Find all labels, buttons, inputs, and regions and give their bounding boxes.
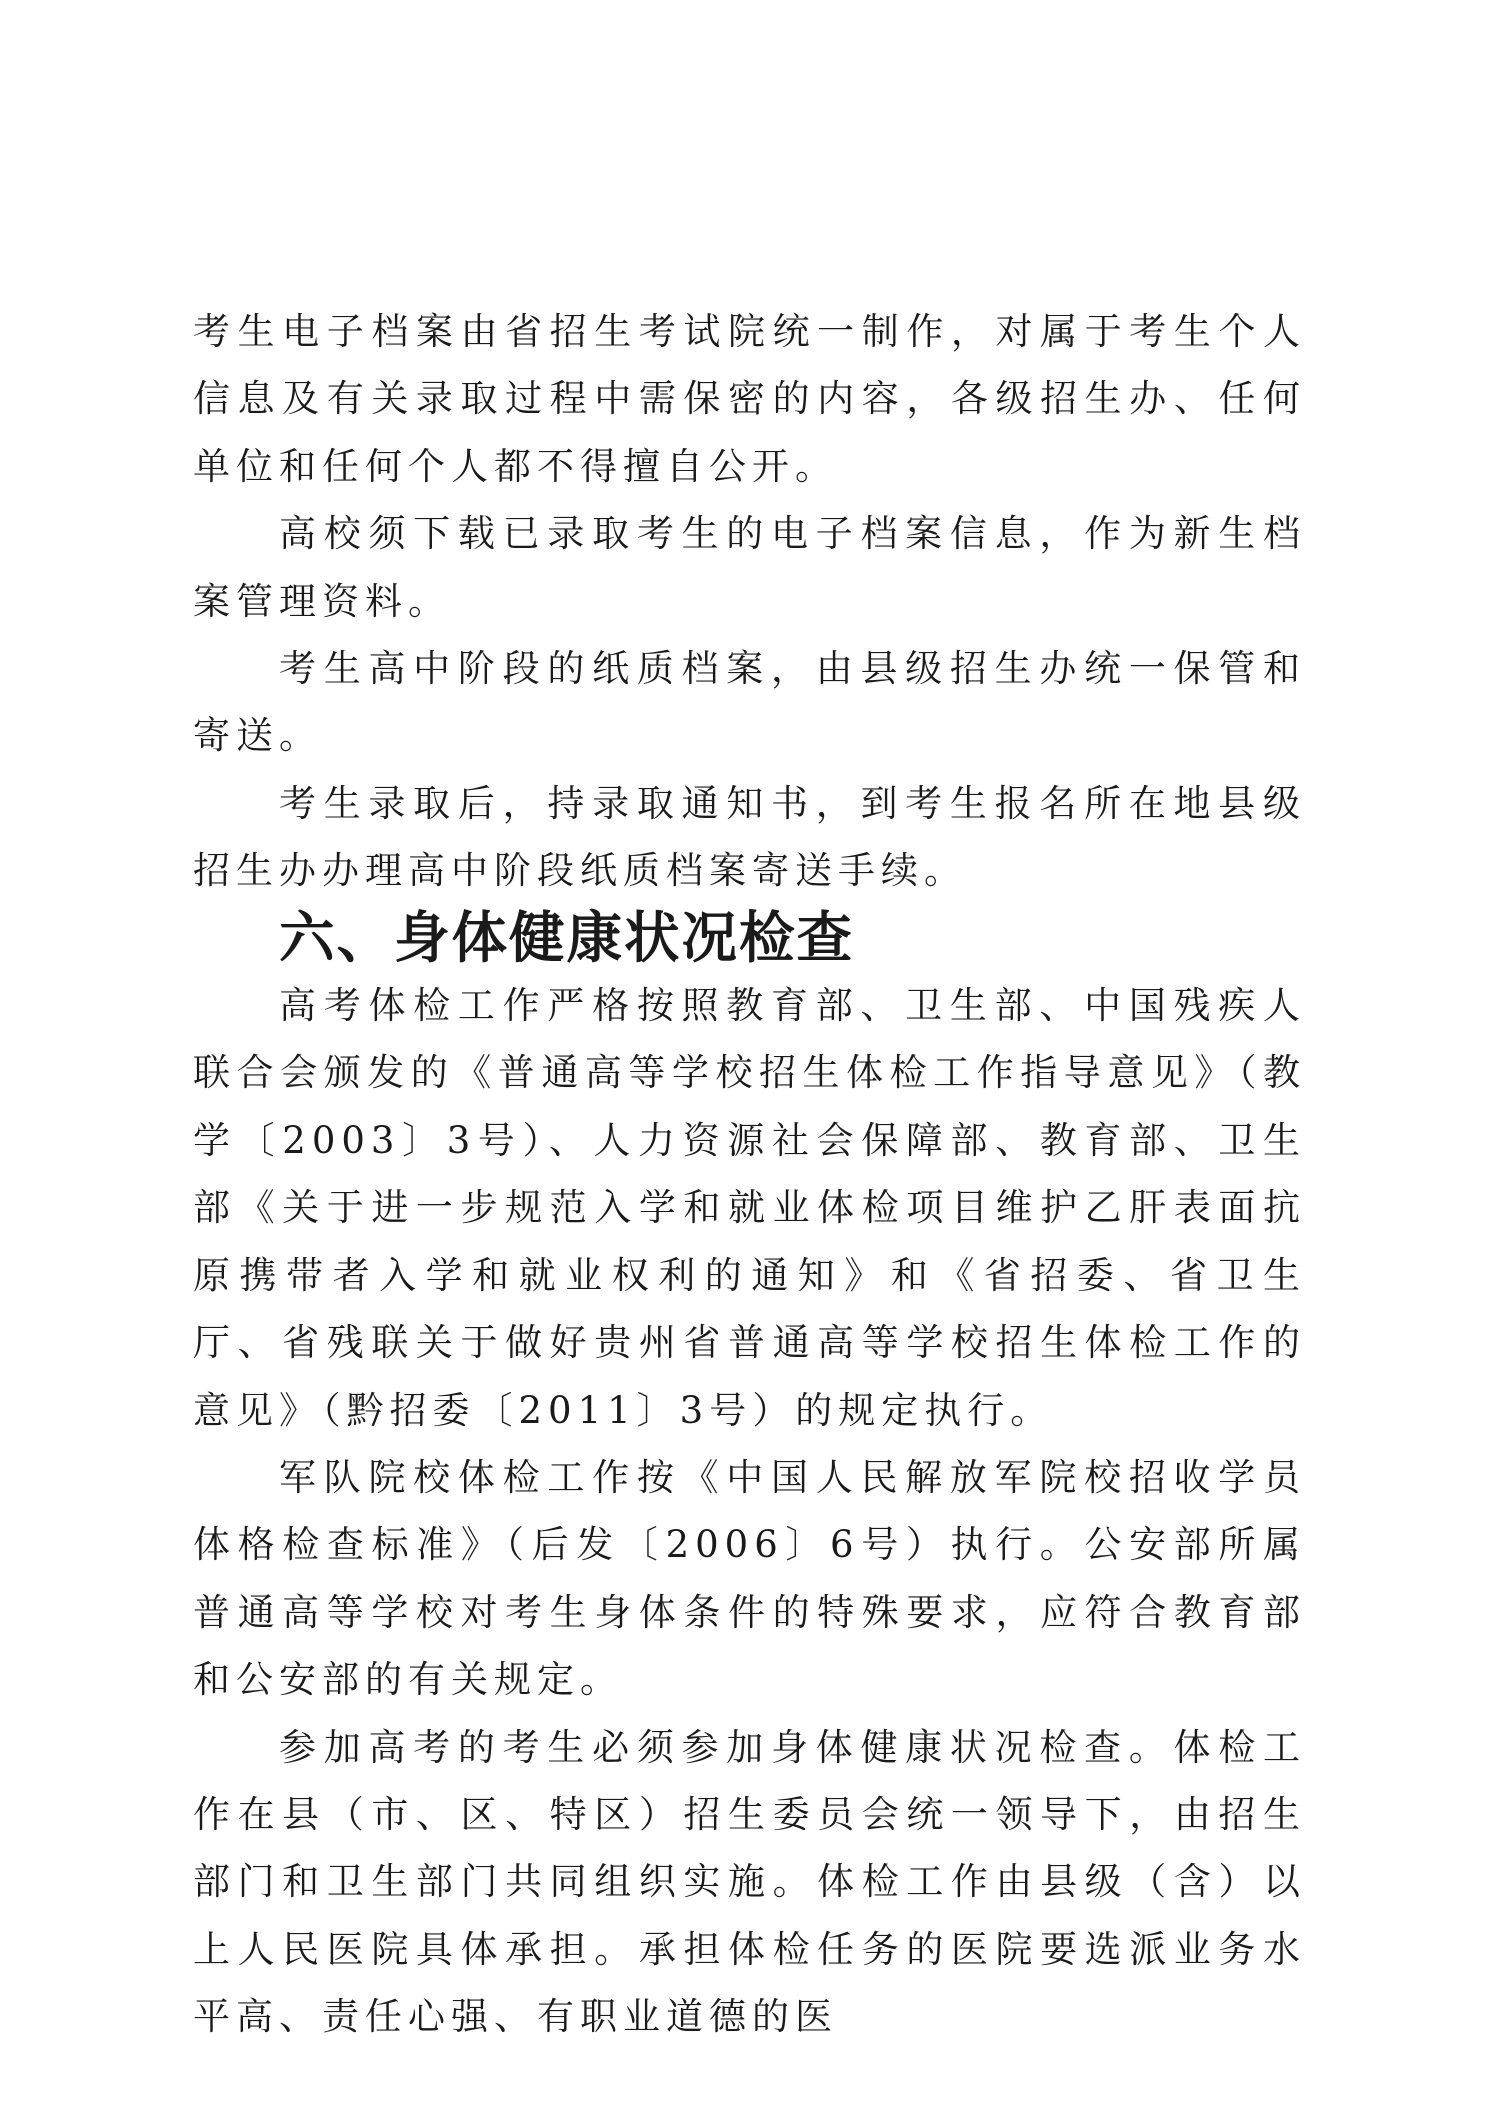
paragraph-archive-mailing: 考生录取后，持录取通知书，到考生报名所在地县级招生办办理高中阶段纸质档案寄送手续。 <box>193 781 1306 893</box>
document-body <box>193 298 1306 2051</box>
paragraph-archive-confidentiality: 考生电子档案由省招生考试院统一制作，对属于考生个人信息及有关录取过程中需保密的内容，各级招生办、任何单位和任何个人都不得擅自公开。 <box>193 310 1306 488</box>
section-heading-health-check: 六、身体健康状况检查 <box>279 905 855 971</box>
paragraph-military-academy-standard: 军队院校体检工作按《中国人民解放军院校招收学员体格检查标准》（后发〔2006〕6号）执行。公安部所属普通高等学校对考生身体条件的特殊要求，应符合教育部和公安部的有关规定。 <box>193 1455 1306 1702</box>
paragraph-download-archive: 高校须下载已录取考生的电子档案信息，作为新生档案管理资料。 <box>193 512 1306 623</box>
paragraph-paper-archive: 考生高中阶段的纸质档案，由县级招生办统一保管和寄送。 <box>193 647 1306 758</box>
paragraph-health-check-rules: 高考体检工作严格按照教育部、卫生部、中国残疾人联合会颁发的《普通高等学校招生体检工作指导意见》（教学〔2003〕3号）、人力资源社会保障部、教育部、卫生部《关于进一步规范入学和就业体检项目维护乙肝表面抗原携带者入学和就业权利的通知》和《省招委、省卫生厅、省残联关于做好贵州省普通高等学校招生体检工作的意见》（黔招委〔2011〕3号）的规定执行。 <box>193 984 1306 1432</box>
paragraph-health-check-organization: 参加高考的考生必须参加身体健康状况检查。体检工作在县（市、区、特区）招生委员会统一领导下，由招生部门和卫生部门共同组织实施。体检工作由县级（含）以上人民医院具体承担。承担体检任务的医院要选派业务水平高、责任心强、有职业道德的医 <box>193 1725 1306 2039</box>
